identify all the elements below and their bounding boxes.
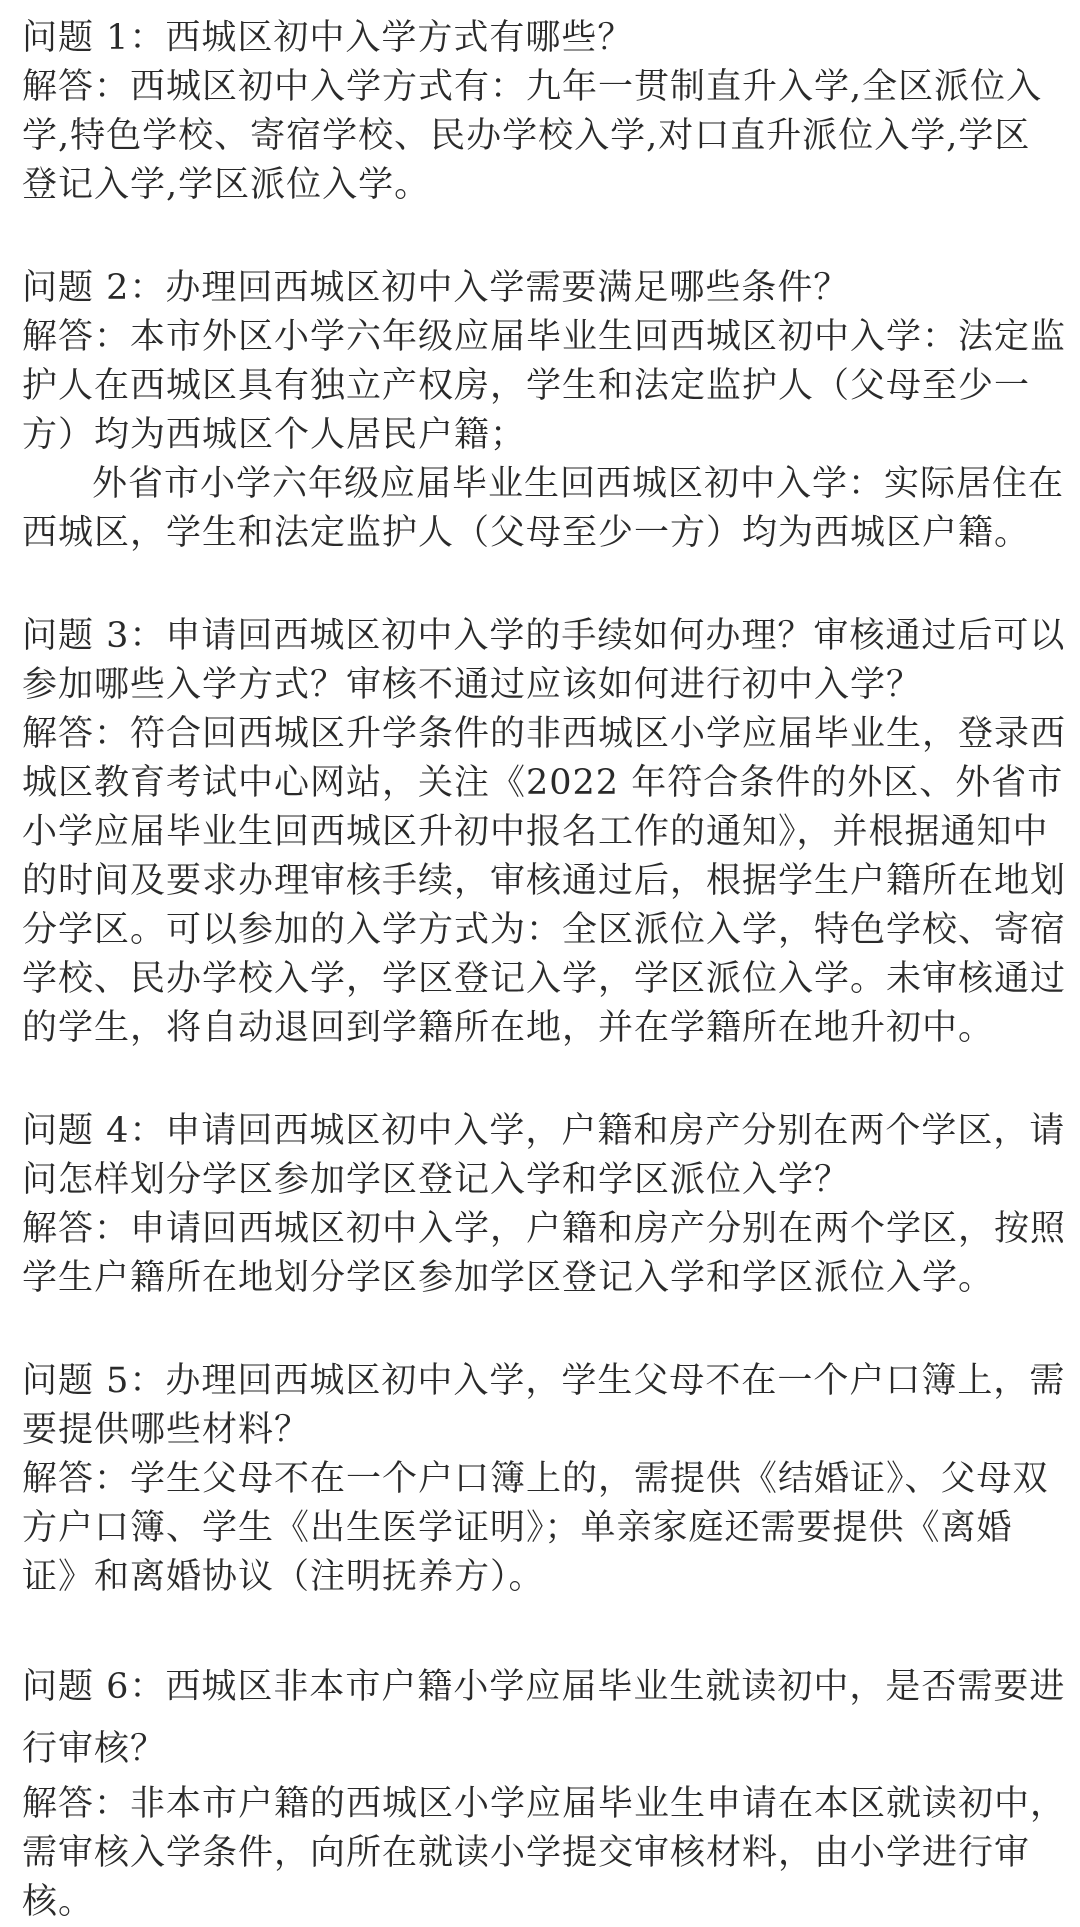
answer-5: 解答：学生父母不在一个户口簿上的，需提供《结婚证》、父母双方户口簿、学生《出生医学证明》；单亲家庭还需要提供《离婚证》和离婚协议（注明抚养方）。	[22, 1459, 1049, 1597]
qa-block-3	[22, 612, 1066, 1053]
question-5: 问题 5：办理回西城区初中入学，学生父母不在一个户口簿上，需要提供哪些材料？	[22, 1361, 1066, 1450]
qa-block-6	[22, 1656, 1066, 1927]
question-2: 问题 2：办理回西城区初中入学需要满足哪些条件？	[22, 268, 850, 308]
qa-block-1	[22, 14, 1066, 210]
question-6: 问题 6：西城区非本市户籍小学应届毕业生就读初中，是否需要进行审核？	[22, 1667, 1066, 1769]
answer-4: 解答：申请回西城区初中入学，户籍和房产分别在两个学区，按照学生户籍所在地划分学区参加学区登记入学和学区派位入学。	[22, 1209, 1067, 1298]
answer-2-paragraph-1: 解答：本市外区小学六年级应届毕业生回西城区初中入学：法定监护人在西城区具有独立产权房，学生和法定监护人（父母至少一方）均为西城区个人居民户籍；	[22, 317, 1067, 455]
question-4: 问题 4：申请回西城区初中入学，户籍和房产分别在两个学区，请问怎样划分学区参加学区登记入学和学区派位入学？	[22, 1111, 1066, 1200]
qa-block-2	[22, 264, 1066, 558]
qa-block-5	[22, 1357, 1066, 1602]
answer-3: 解答：符合回西城区升学条件的非西城区小学应届毕业生，登录西城区教育考试中心网站，关注《2022 年符合条件的外区、外省市小学应届毕业生回西城区升初中报名工作的通知》，并根据通知中的时间及要求办理审核手续，审核通过后，根据学生户籍所在地划分学区。可以参加的入学方式为：全区派位入学，特色学校、寄宿学校、民办学校入学，学区登记入学，学区派位入学。未审核通过的学生，将自动退回到学籍所在地，并在学籍所在地升初中。	[22, 714, 1067, 1048]
question-3: 问题 3：申请回西城区初中入学的手续如何办理？审核通过后可以参加哪些入学方式？审核不通过应该如何进行初中入学？	[22, 616, 1066, 705]
question-1: 问题 1：西城区初中入学方式有哪些？	[22, 18, 634, 58]
answer-2-paragraph-2: 外省市小学六年级应届毕业生回西城区初中入学：实际居住在西城区，学生和法定监护人（父母至少一方）均为西城区户籍。	[22, 464, 1065, 553]
answer-1: 解答：西城区初中入学方式有：九年一贯制直升入学,全区派位入学,特色学校、寄宿学校、民办学校入学,对口直升派位入学,学区登记入学,学区派位入学。	[22, 67, 1043, 205]
answer-6: 解答：非本市户籍的西城区小学应届毕业生申请在本区就读初中，需审核入学条件，向所在就读小学提交审核材料，由小学进行审核。	[22, 1784, 1067, 1922]
qa-block-4	[22, 1107, 1066, 1303]
